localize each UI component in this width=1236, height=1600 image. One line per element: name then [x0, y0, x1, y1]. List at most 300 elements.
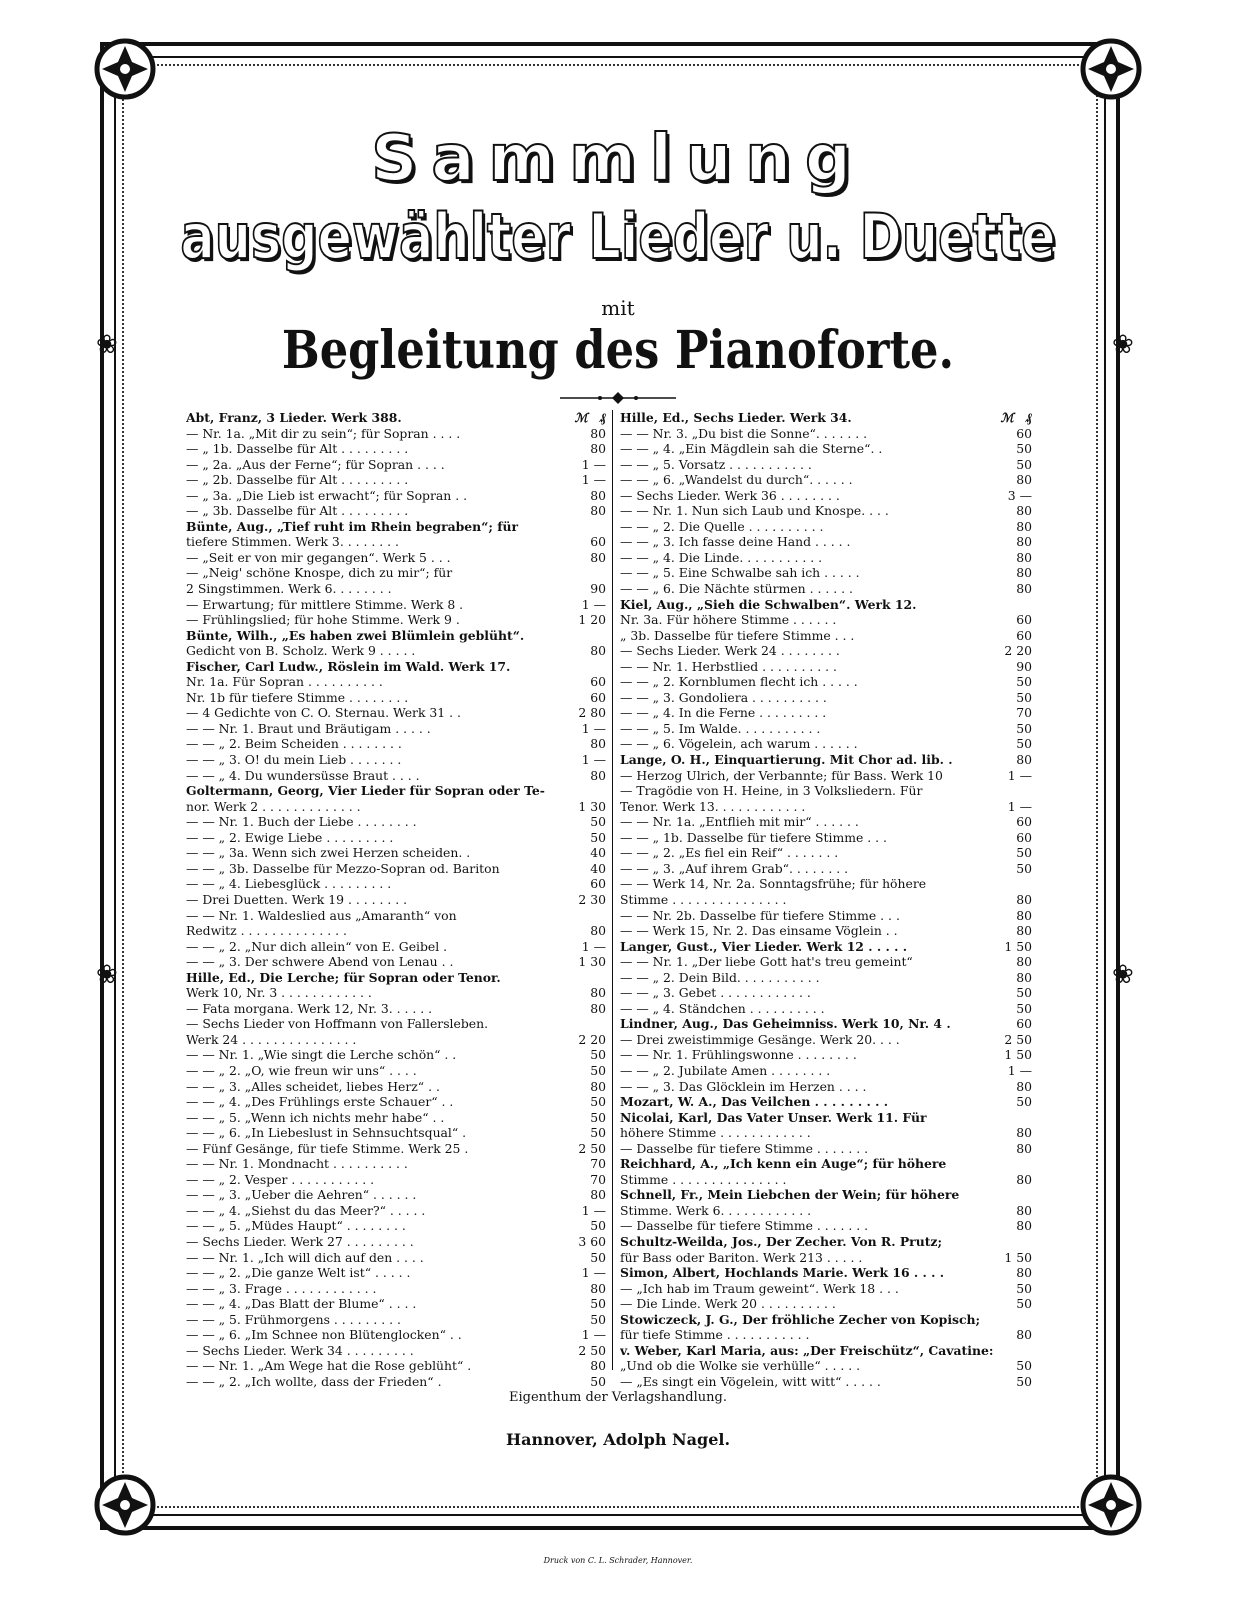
catalog-entry-price: 1 — — [581, 1265, 606, 1281]
catalog-entry — [620, 534, 1032, 550]
catalog-entry-title: — — Nr. 1. Nun sich Laub und Knospe. . . . — [620, 503, 889, 519]
catalog-entry-price: 1 — — [1007, 767, 1032, 783]
catalog-entry — [186, 830, 606, 846]
catalog-entry-title: — — Nr. 1. „Am Wege hat die Rose geblüht“ . — [186, 1358, 472, 1374]
catalog-entry-title: — — „ 4. Ständchen . . . . . . . . . . — [620, 1000, 825, 1016]
corner-ornament-icon — [90, 34, 160, 104]
catalog-entry-title: — „Seit er von mir gegangen“. Werk 5 . . . — [186, 549, 451, 565]
catalog-entry-price: 2 20 — [578, 1031, 606, 1047]
catalog-entry — [186, 736, 606, 752]
catalog-entry-price: 3 60 — [578, 1233, 606, 1249]
catalog-entry-price: 50 — [590, 1373, 606, 1389]
catalog-entry-title: Kiel, Aug., „Sieh die Schwalben“. Werk 12. — [620, 596, 917, 612]
catalog-entry — [620, 1187, 1032, 1203]
flourish-ornament-icon: ❀ — [1112, 960, 1134, 990]
catalog-entry — [620, 830, 1032, 846]
catalog-entry-title: — „ 3b. Dasselbe für Alt . . . . . . . . . — [186, 503, 409, 519]
catalog-entry — [620, 923, 1032, 939]
catalog-entry — [186, 1296, 606, 1312]
catalog-entry-title: — Sechs Lieder. Werk 34 . . . . . . . . . — [186, 1342, 414, 1358]
catalog-entry — [620, 1296, 1032, 1312]
catalog-entry — [620, 876, 1032, 892]
title-lieder-duette: ausgewählter Lieder u. Duette — [180, 200, 1056, 273]
catalog-entry-title: — — „ 3. Frage . . . . . . . . . . . . — [186, 1280, 377, 1296]
catalog-entry-title: — — „ 2. Kornblumen flecht ich . . . . . — [620, 674, 858, 690]
catalog-entry-price: 50 — [1016, 985, 1032, 1001]
catalog-entry — [186, 410, 606, 426]
catalog-entry — [186, 1156, 606, 1172]
catalog-entry-price: 50 — [590, 1047, 606, 1063]
catalog-entry-price: 1 — — [581, 1327, 606, 1343]
catalog-entry — [186, 1250, 606, 1266]
catalog-entry — [620, 1047, 1032, 1063]
catalog-entry-price: 80 — [1016, 518, 1032, 534]
catalog-entry-title: — — „ 3. Ich fasse deine Hand . . . . . — [620, 534, 851, 550]
catalog-entry — [620, 1343, 1032, 1359]
catalog-entry — [620, 1141, 1032, 1157]
catalog-entry — [186, 1358, 606, 1374]
catalog-entry-price: 80 — [590, 1280, 606, 1296]
catalog-entry-title: — Fünf Gesänge, für tiefe Stimme. Werk 25 . — [186, 1140, 469, 1156]
catalog-entry-title: — Sechs Lieder. Werk 27 . . . . . . . . . — [186, 1233, 414, 1249]
catalog-entry-title: — — „ 5. Im Walde. . . . . . . . . . . — [620, 720, 821, 736]
catalog-entry — [186, 845, 606, 861]
catalog-entry — [620, 861, 1032, 877]
catalog-entry — [186, 908, 606, 924]
catalog-entry — [186, 674, 606, 690]
catalog-entry — [620, 565, 1032, 581]
catalog-entry — [620, 410, 1032, 426]
catalog-entry — [186, 954, 606, 970]
catalog-entry — [620, 954, 1032, 970]
catalog-entry — [620, 659, 1032, 675]
catalog-entry-title: „Und ob die Wolke sie verhülle“ . . . . . — [620, 1358, 861, 1374]
catalog-entry-title: — — „ 3. Gebet . . . . . . . . . . . . — [620, 985, 811, 1001]
price-column-header — [575, 410, 606, 426]
catalog-entry-price: 80 — [1016, 472, 1032, 488]
pfennig-header: ₰ — [1025, 410, 1032, 425]
catalog-entry-price: 80 — [590, 487, 606, 503]
catalog-entry — [620, 814, 1032, 830]
catalog-entry-title: — — „ 2. Jubilate Amen . . . . . . . . — [620, 1062, 831, 1078]
catalog-entry — [186, 426, 606, 442]
catalog-entry-title: — — „ 1b. Dasselbe für tiefere Stimme . . . — [620, 829, 887, 845]
catalog-entry — [620, 457, 1032, 473]
catalog-entry-title: — — „ 4. „Ein Mägdlein sah die Sterne“. . — [620, 441, 883, 457]
catalog-entry — [186, 1125, 606, 1141]
catalog-entry-price: 1 20 — [578, 612, 606, 628]
catalog-entry-price: 50 — [1016, 1094, 1032, 1110]
catalog-entry-price: 80 — [1016, 1171, 1032, 1187]
catalog-entry-title: — Drei zweistimmige Gesänge. Werk 20. . . . — [620, 1031, 900, 1047]
catalog-entry-price: 60 — [590, 689, 606, 705]
catalog-entry — [186, 1047, 606, 1063]
catalog-entry — [620, 1218, 1032, 1234]
catalog-entry-title: — — „ 3. Der schwere Abend von Lenau . . — [186, 954, 454, 970]
catalog-entry-title: 2 Singstimmen. Werk 6. . . . . . . . — [186, 581, 392, 597]
catalog-entry — [620, 597, 1032, 613]
catalog-entry-title: — Die Linde. Werk 20 . . . . . . . . . . — [620, 1296, 836, 1312]
catalog-entry-price: 60 — [1016, 612, 1032, 628]
catalog-entry — [186, 565, 606, 581]
catalog-entry — [620, 612, 1032, 628]
catalog-entry-title: — — „ 2. Vesper . . . . . . . . . . . — [186, 1171, 375, 1187]
catalog-entry-title: für tiefe Stimme . . . . . . . . . . . — [620, 1327, 810, 1343]
catalog-entry — [186, 985, 606, 1001]
catalog-entry-price: 80 — [590, 441, 606, 457]
catalog-entry — [620, 1203, 1032, 1219]
catalog-entry-price: 60 — [1016, 829, 1032, 845]
catalog-entry-title: — — Werk 15, Nr. 2. Das einsame Vöglein . . — [620, 923, 898, 939]
catalog-entry-title: — — „ 3. „Auf ihrem Grab“. . . . . . . . — [620, 860, 849, 876]
catalog-entry-price: 50 — [1016, 441, 1032, 457]
catalog-entry-price: 90 — [1016, 658, 1032, 674]
catalog-entry-price: 50 — [590, 1311, 606, 1327]
catalog-entry-title: — — Nr. 1. Mondnacht . . . . . . . . . . — [186, 1156, 408, 1172]
catalog-entry-title: — — Nr. 1. Braut und Bräutigam . . . . . — [186, 720, 431, 736]
catalog-entry-price: 50 — [590, 1062, 606, 1078]
catalog-entry-title: — — „ 4. Die Linde. . . . . . . . . . . — [620, 549, 823, 565]
catalog-entry-title: Redwitz . . . . . . . . . . . . . . — [186, 923, 347, 939]
catalog-entry-price: 80 — [1016, 581, 1032, 597]
catalog-right-column — [620, 410, 1032, 1389]
catalog-entry-title: — — „ 3. „Ueber die Aehren“ . . . . . . — [186, 1187, 417, 1203]
catalog-entry-price: 50 — [1016, 1000, 1032, 1016]
catalog-entry-title: — — Nr. 1. Buch der Liebe . . . . . . . . — [186, 814, 417, 830]
catalog-entry — [186, 1110, 606, 1126]
catalog-entry-price: 40 — [590, 845, 606, 861]
catalog-entry-price: 80 — [1016, 549, 1032, 565]
catalog-entry-price: 50 — [590, 1249, 606, 1265]
catalog-entry — [620, 581, 1032, 597]
catalog-entry — [620, 721, 1032, 737]
catalog-entry — [620, 1156, 1032, 1172]
catalog-entry-title: — — „ 4. Du wundersüsse Braut . . . . — [186, 767, 420, 783]
catalog-entry — [186, 581, 606, 597]
catalog-entry-title: — — „ 2. Die Quelle . . . . . . . . . . — [620, 518, 824, 534]
catalog-entry-title: — Dasselbe für tiefere Stimme . . . . . . . — [620, 1140, 869, 1156]
catalog-entry-title: Werk 10, Nr. 3 . . . . . . . . . . . . — [186, 985, 372, 1001]
catalog-entry-price: 80 — [1016, 1202, 1032, 1218]
catalog-entry-title: Reichhard, A., „Ich kenn ein Auge“; für höhere — [620, 1156, 947, 1172]
catalog-entry — [620, 845, 1032, 861]
catalog-entry-price: 90 — [590, 581, 606, 597]
catalog-entry-price: 60 — [1016, 425, 1032, 441]
catalog-entry — [620, 1312, 1032, 1328]
catalog-entry-price: 80 — [1016, 1327, 1032, 1343]
catalog-entry — [186, 1141, 606, 1157]
catalog-entry-price: 80 — [1016, 954, 1032, 970]
ownership-notice: Eigenthum der Verlagshandlung. — [508, 1390, 727, 1405]
catalog-entry — [186, 1172, 606, 1188]
catalog-entry — [620, 550, 1032, 566]
publisher-imprint: Hannover, Adolph Nagel. — [505, 1430, 731, 1449]
catalog-entry-title: — — „ 2. Beim Scheiden . . . . . . . . — [186, 736, 402, 752]
catalog-entry — [620, 985, 1032, 1001]
catalog-entry-title: — Frühlingslied; für hohe Stimme. Werk 9 . — [186, 612, 460, 628]
catalog-entry-price: 80 — [590, 767, 606, 783]
catalog-entry-price: 80 — [1016, 1265, 1032, 1281]
catalog-entry — [620, 908, 1032, 924]
catalog-entry — [186, 752, 606, 768]
catalog-entry-title: Schultz-Weilda, Jos., Der Zecher. Von R. Prutz; — [620, 1233, 943, 1249]
catalog-entry-title: — „ 2b. Dasselbe für Alt . . . . . . . . . — [186, 472, 409, 488]
catalog-entry-price: 50 — [1016, 689, 1032, 705]
catalog-entry-title: — „Neig' schöne Knospe, dich zu mir“; für — [186, 565, 453, 581]
price-column-header — [1001, 410, 1032, 426]
catalog-entry-price: 70 — [590, 1156, 606, 1172]
catalog-entry-title: — — Nr. 1. Frühlingswonne . . . . . . . . — [620, 1047, 857, 1063]
catalog-entry-price: 80 — [590, 503, 606, 519]
catalog-entry-price: 50 — [590, 814, 606, 830]
catalog-entry-title: Lange, O. H., Einquartierung. Mit Chor ad. lib. . — [620, 752, 953, 768]
printer-imprint: Druck von C. L. Schrader, Hannover. — [543, 1556, 693, 1565]
catalog-entry — [186, 1079, 606, 1095]
catalog-entry — [186, 923, 606, 939]
catalog-entry — [620, 488, 1032, 504]
catalog-entry-title: tiefere Stimmen. Werk 3. . . . . . . . — [186, 534, 399, 550]
catalog-entry-title: nor. Werk 2 . . . . . . . . . . . . . — [186, 798, 361, 814]
catalog-entry-price: 50 — [590, 829, 606, 845]
catalog-entry — [620, 503, 1032, 519]
catalog-entry-title: — — Nr. 1a. „Entflieh mit mir“ . . . . . . — [620, 814, 859, 830]
catalog-entry — [186, 1312, 606, 1328]
catalog-entry — [186, 1094, 606, 1110]
catalog-entry-title: Lindner, Aug., Das Geheimniss. Werk 10, Nr. 4 . — [620, 1016, 951, 1032]
catalog-entry-title: — Fata morgana. Werk 12, Nr. 3. . . . . . — [186, 1000, 433, 1016]
catalog-entry — [620, 736, 1032, 752]
catalog-entry — [620, 1327, 1032, 1343]
catalog-entry-title: — — „ 6. Vögelein, ach warum . . . . . . — [620, 736, 858, 752]
catalog-entry-title: Abt, Franz, 3 Lieder. Werk 388. — [186, 410, 402, 425]
catalog-entry — [186, 457, 606, 473]
catalog-entry-title: — — „ 4. „Des Frühlings erste Schauer“ . . — [186, 1094, 454, 1110]
catalog-entry-title: — — „ 4. „Siehst du das Meer?“ . . . . . — [186, 1202, 426, 1218]
flourish-ornament-icon: ❀ — [1112, 330, 1134, 360]
catalog-entry-title: — — „ 4. „Das Blatt der Blume“ . . . . — [186, 1296, 417, 1312]
catalog-entry-price: 80 — [1016, 923, 1032, 939]
catalog-entry-title: Nicolai, Karl, Das Vater Unser. Werk 11. Für — [620, 1109, 927, 1125]
catalog-entry-title: — Herzog Ulrich, der Verbannte; für Bass. Werk 10 — [620, 767, 943, 783]
catalog-entry-price: 3 — — [1007, 487, 1032, 503]
catalog-entry-title: — — „ 2. „Die ganze Welt ist“ . . . . . — [186, 1265, 411, 1281]
catalog-entry — [620, 1094, 1032, 1110]
catalog-entry-title: — — Nr. 2b. Dasselbe für tiefere Stimme . . . — [620, 907, 900, 923]
catalog-entry-price: 50 — [590, 1094, 606, 1110]
catalog-entry — [186, 1063, 606, 1079]
catalog-entry — [186, 939, 606, 955]
catalog-entry-title: — — „ 3. Gondoliera . . . . . . . . . . — [620, 689, 827, 705]
catalog-entry-title: Nr. 1b für tiefere Stimme . . . . . . . . — [186, 689, 409, 705]
catalog-entry — [620, 643, 1032, 659]
catalog-entry-price: 60 — [1016, 627, 1032, 643]
catalog-entry-title: — „ 3a. „Die Lieb ist erwacht“; für Sopran . . — [186, 487, 468, 503]
catalog-entry-title: für Bass oder Bariton. Werk 213 . . . . . — [620, 1249, 863, 1265]
catalog-entry — [620, 1250, 1032, 1266]
column-divider — [612, 410, 613, 1370]
catalog-entry — [186, 1374, 606, 1390]
catalog-entry — [620, 1281, 1032, 1297]
catalog-entry-title: Bünte, Wilh., „Es haben zwei Blümlein geblüht“. — [186, 627, 525, 643]
flourish-ornament-icon: ❀ — [96, 330, 118, 360]
catalog-entry-price: 80 — [1016, 503, 1032, 519]
catalog-entry — [186, 783, 606, 799]
catalog-entry — [620, 674, 1032, 690]
catalog-entry-title: „ 3b. Dasselbe für tiefere Stimme . . . — [620, 627, 855, 643]
catalog-entry-title: — — Nr. 1. „Der liebe Gott hat's treu gemeint“ — [620, 954, 913, 970]
catalog-entry-title: — Sechs Lieder. Werk 36 . . . . . . . . — [620, 487, 840, 503]
catalog-entry-title: — — Nr. 1. Herbstlied . . . . . . . . . . — [620, 658, 837, 674]
catalog-entry-title: — Sechs Lieder von Hoffmann von Fallersleben. — [186, 1016, 489, 1032]
catalog-entry-price: 1 — — [581, 456, 606, 472]
catalog-entry-price: 80 — [590, 1000, 606, 1016]
catalog-entry — [186, 1032, 606, 1048]
catalog-entry-title: Stimme . . . . . . . . . . . . . . . — [620, 1171, 787, 1187]
catalog-entry-price: 1 50 — [1004, 1047, 1032, 1063]
catalog-entry — [186, 659, 606, 675]
catalog-entry-price: 80 — [1016, 969, 1032, 985]
catalog-entry — [620, 690, 1032, 706]
catalog-entry-title: — — Nr. 1. „Wie singt die Lerche schön“ . . — [186, 1047, 457, 1063]
catalog-entry-price: 80 — [1016, 891, 1032, 907]
catalog-entry — [620, 768, 1032, 784]
catalog-entry — [186, 1327, 606, 1343]
title-divider-ornament-icon — [560, 392, 676, 404]
catalog-entry — [620, 892, 1032, 908]
catalog-entry — [620, 1374, 1032, 1390]
catalog-entry-title: — — „ 3. Das Glöcklein im Herzen . . . . — [620, 1078, 867, 1094]
catalog-entry — [186, 550, 606, 566]
catalog-entry-price: 50 — [1016, 720, 1032, 736]
catalog-entry-price: 80 — [1016, 752, 1032, 768]
catalog-entry-price: 50 — [590, 1125, 606, 1141]
corner-ornament-icon — [1076, 1470, 1146, 1540]
catalog-entry-title: — „Es singt ein Vögelein, witt witt“ . . . . . — [620, 1373, 881, 1389]
catalog-entry-price: 50 — [1016, 1358, 1032, 1374]
catalog-entry-price: 50 — [590, 1296, 606, 1312]
catalog-entry — [620, 426, 1032, 442]
catalog-entry-title: Gedicht von B. Scholz. Werk 9 . . . . . — [186, 643, 416, 659]
catalog-entry — [620, 1001, 1032, 1017]
catalog-entry-title: — Tragödie von H. Heine, in 3 Volksliedern. Für — [620, 783, 923, 799]
catalog-entry — [186, 721, 606, 737]
catalog-entry-title: v. Weber, Karl Maria, aus: „Der Freischütz“, Cavatine: — [620, 1342, 994, 1358]
catalog-entry-title: Bünte, Aug., „Tief ruht im Rhein begraben“; für — [186, 518, 519, 534]
flourish-ornament-icon: ❀ — [96, 960, 118, 990]
catalog-entry-price: 60 — [1016, 814, 1032, 830]
catalog-entry — [186, 597, 606, 613]
catalog-entry-price: 1 — — [581, 938, 606, 954]
catalog-entry-price: 80 — [1016, 565, 1032, 581]
catalog-entry-title: — — „ 3. O! du mein Lieb . . . . . . . — [186, 752, 402, 768]
catalog-entry-price: 80 — [1016, 907, 1032, 923]
catalog-entry-price: 1 — — [1007, 798, 1032, 814]
catalog-entry — [186, 441, 606, 457]
catalog-entry-title: — — Werk 14, Nr. 2a. Sonntagsfrühe; für höhere — [620, 876, 927, 892]
catalog-entry-price: 60 — [590, 674, 606, 690]
catalog-entry-title: — — „ 2. Dein Bild. . . . . . . . . . . — [620, 969, 820, 985]
catalog-entry-title: — — „ 4. Liebesglück . . . . . . . . . — [186, 876, 392, 892]
catalog-entry — [186, 861, 606, 877]
catalog-entry-price: 50 — [1016, 674, 1032, 690]
catalog-entry — [620, 799, 1032, 815]
catalog-entry-title: Goltermann, Georg, Vier Lieder für Sopran oder Te- — [186, 783, 545, 799]
catalog-entry — [186, 472, 606, 488]
catalog-entry-title: — Drei Duetten. Werk 19 . . . . . . . . — [186, 891, 408, 907]
catalog-entry-price: 40 — [590, 860, 606, 876]
catalog-entry-price: 80 — [590, 736, 606, 752]
catalog-entry — [620, 1172, 1032, 1188]
catalog-entry — [620, 472, 1032, 488]
catalog-entry-title: — — Nr. 1. Waldeslied aus „Amaranth“ von — [186, 907, 457, 923]
catalog-entry — [186, 1187, 606, 1203]
catalog-entry — [186, 488, 606, 504]
catalog-entry-price: 1 50 — [1004, 1249, 1032, 1265]
catalog-entry-title: — Sechs Lieder. Werk 24 . . . . . . . . — [620, 643, 840, 659]
catalog-entry — [620, 1032, 1032, 1048]
catalog-entry-title: — — „ 5. Frühmorgens . . . . . . . . . — [186, 1311, 401, 1327]
catalog-entry-title: — — „ 6. „Im Schnee non Blütenglocken“ . . — [186, 1327, 462, 1343]
catalog-entry — [620, 1125, 1032, 1141]
catalog-entry-price: 2 50 — [578, 1140, 606, 1156]
catalog-entry-price: 1 — — [581, 752, 606, 768]
catalog-entry-price: 80 — [590, 1187, 606, 1203]
catalog-entry-price: 80 — [1016, 1140, 1032, 1156]
catalog-entry-price: 2 30 — [578, 891, 606, 907]
catalog-entry — [186, 799, 606, 815]
catalog-entry — [620, 1079, 1032, 1095]
catalog-entry-title: — — „ 4. In die Ferne . . . . . . . . . — [620, 705, 827, 721]
catalog-entry-price: 80 — [590, 549, 606, 565]
catalog-entry — [186, 612, 606, 628]
catalog-entry-title: — Nr. 1a. „Mit dir zu sein“; für Sopran . . . . — [186, 425, 461, 441]
catalog-entry — [186, 1001, 606, 1017]
catalog-entry-price: 70 — [590, 1171, 606, 1187]
catalog-entry-price: 80 — [590, 643, 606, 659]
catalog-entry-price: 1 — — [581, 1202, 606, 1218]
pfennig-header: ₰ — [599, 410, 606, 425]
catalog-entry-title: — 4 Gedichte von C. O. Sternau. Werk 31 . . — [186, 705, 461, 721]
catalog-left-column — [186, 410, 606, 1389]
catalog-entry — [186, 1016, 606, 1032]
corner-ornament-icon — [1076, 34, 1146, 104]
catalog-entry-title: Langer, Gust., Vier Lieder. Werk 12 . . . . . — [620, 938, 908, 954]
catalog-entry-price: 1 — — [581, 472, 606, 488]
catalog-entry — [620, 441, 1032, 457]
catalog-entry-title: — — „ 3b. Dasselbe für Mezzo-Sopran od. Bariton — [186, 860, 500, 876]
catalog-entry-price: 50 — [1016, 1296, 1032, 1312]
catalog-entry — [620, 1063, 1032, 1079]
catalog-entry-title: — — „ 2. „Ich wollte, dass der Frieden“ . — [186, 1373, 442, 1389]
catalog-entry — [186, 705, 606, 721]
catalog-entry-price: 80 — [590, 425, 606, 441]
catalog-entry-price: 50 — [590, 1109, 606, 1125]
catalog-entry-title: Mozart, W. A., Das Veilchen . . . . . . . . . — [620, 1094, 889, 1110]
catalog-entry — [186, 970, 606, 986]
catalog-entry-title: Tenor. Werk 13. . . . . . . . . . . . — [620, 798, 806, 814]
catalog-entry-title: Werk 24 . . . . . . . . . . . . . . . — [186, 1031, 357, 1047]
catalog-entry-title: Schnell, Fr., Mein Liebchen der Wein; für höhere — [620, 1187, 960, 1203]
catalog-entry — [620, 939, 1032, 955]
catalog-entry-price: 2 50 — [1004, 1031, 1032, 1047]
catalog-entry-title: Fischer, Carl Ludw., Röslein im Wald. Werk 17. — [186, 658, 511, 674]
catalog-entry — [620, 519, 1032, 535]
catalog-entry — [620, 1016, 1032, 1032]
catalog-entry-title: — — „ 6. Die Nächte stürmen . . . . . . — [620, 581, 853, 597]
catalog-entry-price: 2 20 — [1004, 643, 1032, 659]
catalog-entry — [620, 628, 1032, 644]
catalog-entry-price: 2 50 — [578, 1342, 606, 1358]
